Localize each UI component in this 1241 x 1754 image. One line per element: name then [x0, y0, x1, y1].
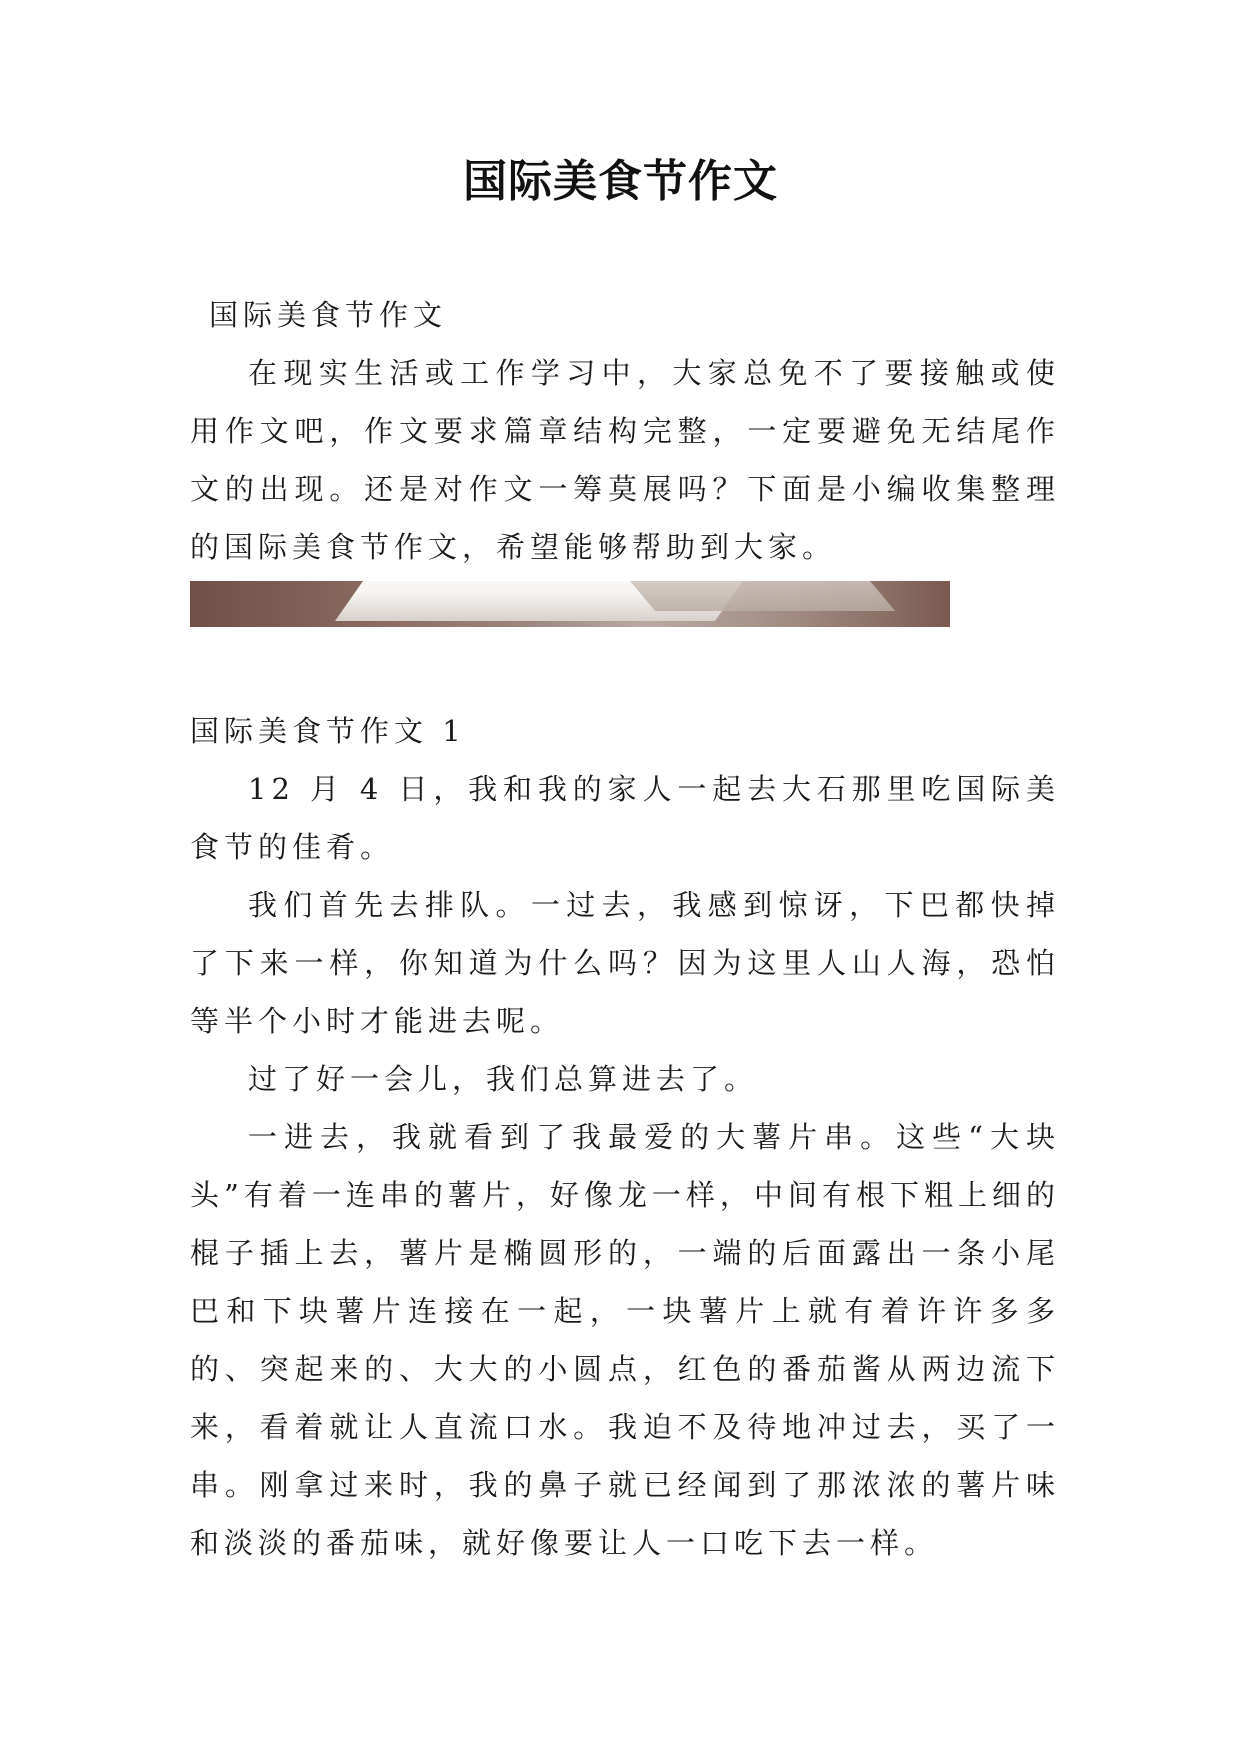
section-heading: 国际美食节作文 1: [190, 714, 466, 748]
document-body: [190, 286, 1060, 1572]
document-title: 国际美食节作文: [463, 156, 778, 207]
intro-paragraph: 在现实生活或工作学习中，大家总免不了要接触或使用作文吧，作文要求篇章结构完整，一定要避免无结尾作文的出现。还是对作文一筹莫展吗？下面是小编收集整理的国际美食节作文，希望能够帮助到大家。: [190, 356, 1060, 564]
food-photo-banner: [190, 581, 950, 627]
intro-heading: 国际美食节作文: [209, 298, 448, 332]
body-paragraph: 一进去，我就看到了我最爱的大薯片串。这些“大块头”有着一连串的薯片，好像龙一样，中间有根下粗上细的棍子插上去，薯片是椭圆形的，一端的后面露出一条小尾巴和下块薯片连接在一起，一块薯片上就有着许许多多的、突起来的、大大的小圆点，红色的番茄酱从两边流下来，看着就让人直流口水。我迫不及待地冲过去，买了一串。刚拿过来时，我的鼻子就已经闻到了那浓浓的薯片味和淡淡的番茄味，就好像要让人一口吃下去一样。: [190, 1120, 1060, 1560]
body-paragraph: 12 月 4 日，我和我的家人一起去大石那里吃国际美食节的佳肴。: [190, 772, 1060, 864]
body-paragraph: 过了好一会儿，我们总算进去了。: [248, 1062, 759, 1096]
body-paragraph: 我们首先去排队。一过去，我感到惊讶，下巴都快掉了下来一样，你知道为什么吗？因为这里人山人海，恐怕等半个小时才能进去呢。: [190, 888, 1060, 1038]
